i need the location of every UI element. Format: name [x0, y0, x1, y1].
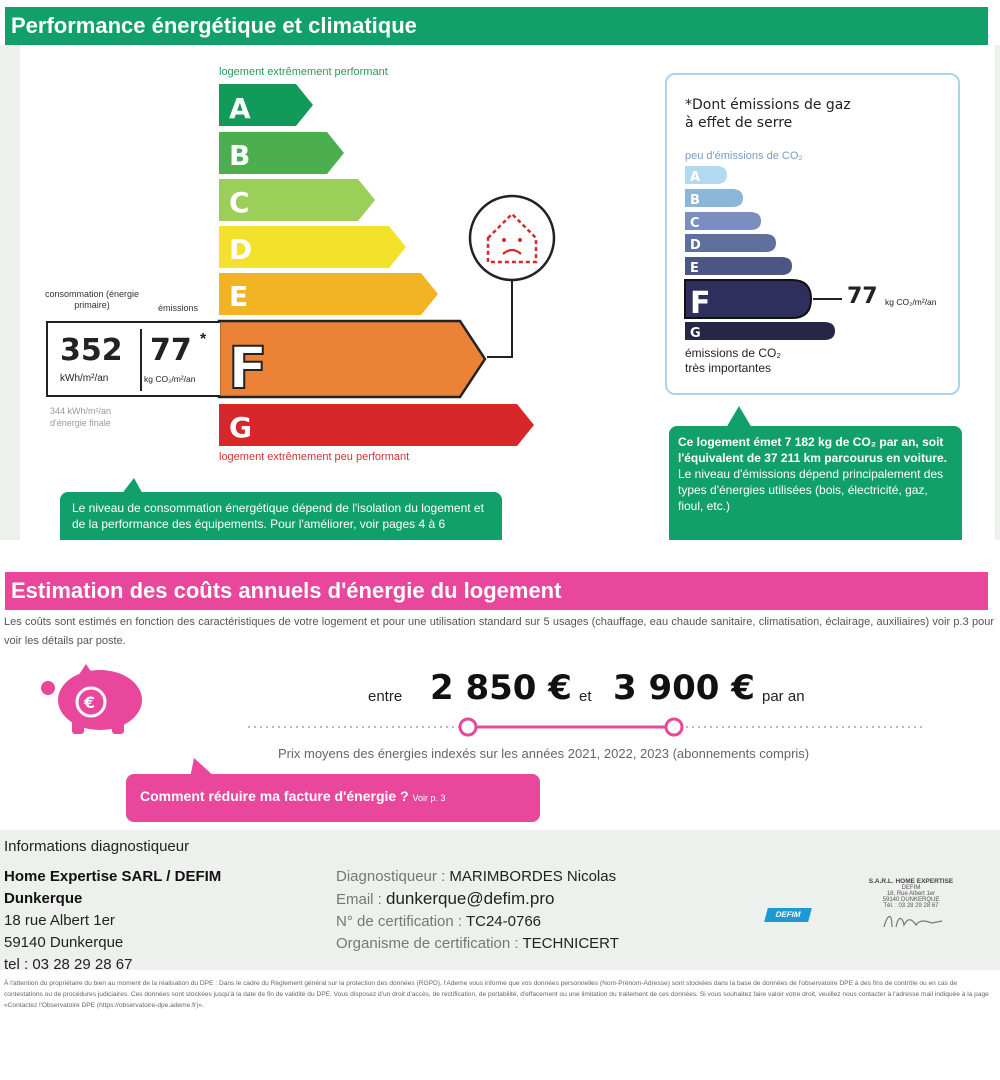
- costs-and: et: [579, 688, 592, 705]
- energy-scale: [0, 0, 620, 470]
- grade-label-b: B: [229, 139, 251, 172]
- sad-house-icon: [470, 196, 554, 280]
- co2-title-line2: à effet de serre: [685, 115, 793, 131]
- costs-title: Estimation des coûts annuels d'énergie du logement: [5, 572, 988, 610]
- defim-logo-text: DEFIM: [774, 910, 802, 919]
- stamp-line4: 59140 DUNKERQUE: [882, 897, 940, 903]
- diag-label: Diagnostiqueur :: [336, 868, 446, 885]
- co2-label-b: B: [690, 193, 700, 208]
- co2-scale: [680, 160, 970, 350]
- grade-label-e: E: [229, 280, 249, 313]
- cost-range-scale: [240, 714, 930, 742]
- grade-label-f: F: [228, 334, 268, 402]
- co2-label-g: G: [690, 326, 701, 341]
- range-max-marker: [666, 719, 682, 735]
- grade-bar-c: [219, 179, 375, 221]
- co2-top-label: peu d'émissions de CO₂: [685, 150, 803, 162]
- range-min-marker: [460, 719, 476, 735]
- reduce-bill-text: Comment réduire ma facture d'énergie ?: [140, 788, 409, 804]
- co2-bar-c: [685, 212, 761, 231]
- top-scale-label: logement extrêmement performant: [219, 66, 388, 78]
- grade-bar-e: [219, 273, 438, 315]
- co2-bubble-bold: Ce logement émet 7 182 kg de CO₂ par an, soit l'équivalent de 37 211 km parcourus en voiture.: [678, 435, 947, 465]
- stamp-line3: 18, Rue Albert 1er: [886, 891, 936, 897]
- company-address1: 18 rue Albert 1er: [4, 912, 115, 929]
- company-phone: tel : 03 28 29 28 67: [4, 956, 133, 973]
- stamp-line5: Tél. : 03 28 29 28 67: [883, 903, 939, 909]
- grade-label-d: D: [229, 233, 253, 266]
- grade-bar-b: [219, 132, 344, 174]
- cert-value: TC24-0766: [465, 913, 542, 930]
- organism-row: [336, 933, 619, 955]
- grade-label-g: G: [229, 411, 252, 444]
- emissions-unit: kg CO₂/m²/an: [144, 374, 196, 384]
- co2-value: 77: [847, 284, 878, 309]
- certification-row: [336, 911, 619, 933]
- costs-description: Les coûts sont estimés en fonction des caractéristiques de votre logement et pour une utilisation standard sur 5 usages (chauffage, eau chaude sanitaire, climatisation, éclairage, auxiliaires) voir p.3 pour voir les détails par poste.: [4, 616, 994, 647]
- grade-bar-a: [219, 84, 313, 126]
- legal-notice: À l'attention du propriétaire du bien au moment de la réalisation du DPE : Dans le cadre du Règlement général sur la protection des données (RGPD), l'Ademe vous informe que vos données personnelles (Nom-Prénom-Adresse) sont stockées dans la base de données de l'observatoire DPE à des fins de contrôle ou en cas de contestations ou de procédures judiciaires. Ces données sont stockées jusqu'à la date de fin de validité du DPE. Vous disposez d'un droit d'accès, de rectification, de portabilité, d'effacement ou une limitation du traitement de ces données. Si vous souhaitez faire valoir votre droit, veuillez nous contacter à l'adresse mail indiquée à la page «Contactez l'Observatoire DPE (https://observatoire-dpe.ademe.fr)».: [4, 980, 989, 1009]
- co2-bottom-line2: très importantes: [685, 361, 772, 375]
- final-energy-note: 344 kWh/m²/an d'énergie finale: [50, 406, 112, 428]
- co2-bar-b: [685, 189, 743, 208]
- grade-bar-d: [219, 226, 406, 268]
- svg-text:€: €: [84, 693, 96, 712]
- co2-bar-e: [685, 257, 792, 276]
- co2-bar-f-current: [685, 280, 811, 321]
- email-row: [336, 888, 619, 911]
- signature-icon: [876, 909, 946, 933]
- grade-bar-f-current: [219, 321, 485, 402]
- costs-min: 2 850 €: [430, 668, 572, 708]
- co2-label-a: A: [690, 170, 701, 185]
- consumption-unit: kWh/m²/an: [60, 373, 109, 384]
- company-name: Home Expertise SARL / DEFIM: [4, 868, 222, 885]
- emissions-star: *: [200, 331, 207, 348]
- org-label: Organisme de certification :: [336, 935, 519, 952]
- diagnostician-title: Informations diagnostiqueur: [4, 838, 190, 855]
- costs-per-year: par an: [762, 688, 805, 705]
- co2-bar-d: [685, 234, 776, 253]
- company-address2: 59140 Dunkerque: [4, 934, 124, 951]
- grade-label-a: A: [229, 92, 251, 125]
- cert-label: N° de certification :: [336, 913, 463, 930]
- values-divider: [140, 329, 142, 391]
- co2-label-c: C: [690, 216, 700, 231]
- company-stamp: [852, 878, 970, 960]
- consumption-value: 352: [60, 333, 123, 368]
- stamp-line2: DEFIM: [901, 885, 921, 891]
- values-box: [46, 321, 220, 397]
- consumption-caption: consommation (énergie primaire): [44, 289, 140, 310]
- reduce-bill-bubble: [126, 774, 540, 822]
- defim-logo: [764, 908, 812, 922]
- emissions-value: 77: [150, 333, 192, 368]
- co2-bottom-line1: émissions de CO₂: [685, 346, 782, 360]
- energy-info-bubble: Le niveau de consommation énergétique dépend de l'isolation du logement et de la performance des équipements. Pour l'améliorer, voir pages 4 à 6: [60, 492, 502, 556]
- company-block: [4, 866, 221, 976]
- co2-bar-g: [685, 322, 835, 341]
- co2-title-line1: *Dont émissions de gaz: [685, 97, 851, 113]
- performance-title: Performance énergétique et climatique: [5, 7, 988, 45]
- costs-between: entre: [368, 688, 403, 705]
- costs-max: 3 900 €: [613, 668, 755, 708]
- email-label: Email :: [336, 891, 382, 908]
- co2-label-d: D: [690, 238, 701, 253]
- bottom-scale-label: logement extrêmement peu performant: [219, 451, 410, 463]
- diagnostician-details: [336, 866, 619, 955]
- co2-bubble-text: Le niveau d'émissions dépend principalement des types d'énergies utilisées (bois, électricité, gaz, fioul, etc.): [678, 467, 944, 513]
- company-city: Dunkerque: [4, 890, 83, 907]
- co2-bar-a: [685, 166, 727, 185]
- cost-section-gap: [0, 540, 1000, 570]
- emissions-caption: émissions: [157, 303, 198, 313]
- diag-value: MARIMBORDES Nicolas: [449, 868, 617, 885]
- reduce-bill-ref: Voir p. 3: [412, 793, 446, 803]
- diagnostician-row: [336, 866, 619, 888]
- prices-note: Prix moyens des énergies indexés sur les années 2021, 2022, 2023 (abonnements compris): [278, 746, 810, 761]
- bubble-pointer-right: [726, 404, 752, 428]
- connector-line: [487, 280, 512, 357]
- co2-label-f: F: [690, 286, 711, 321]
- stamp-line1: S.A.R.L. HOME EXPERTISE: [868, 878, 954, 885]
- grade-bar-g: [219, 404, 534, 446]
- grade-label-c: C: [229, 186, 250, 219]
- co2-unit: kg CO₂/m²/an: [885, 297, 937, 307]
- email-value[interactable]: dunkerque@defim.pro: [386, 889, 555, 908]
- piggy-bank-icon: [38, 662, 148, 738]
- org-value: TECHNICERT: [522, 935, 619, 952]
- co2-label-e: E: [690, 261, 699, 276]
